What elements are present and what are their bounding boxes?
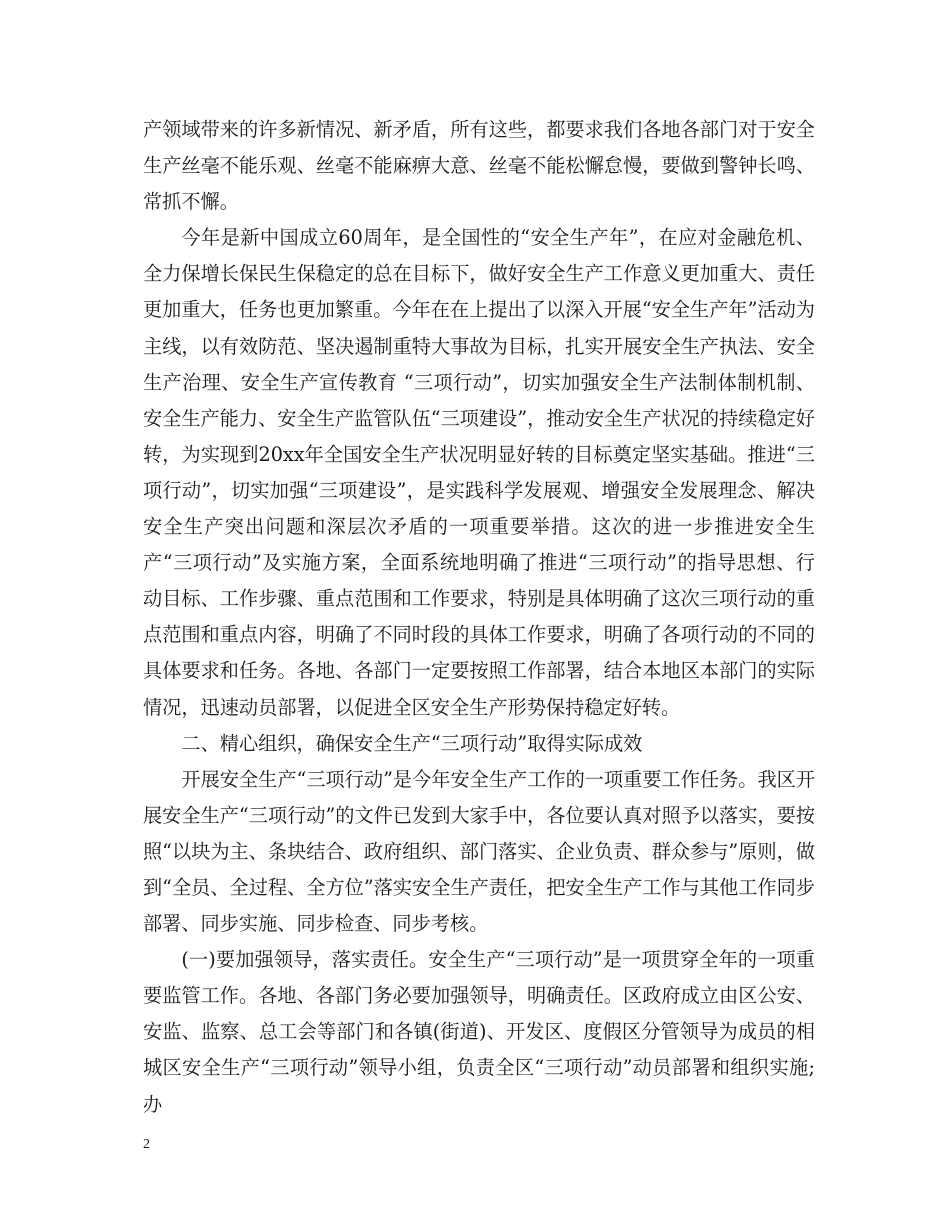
document-body bbox=[143, 112, 815, 1123]
section-heading-organize: 二、精心组织，确保安全生产“三项行动”取得实际成效 bbox=[181, 731, 643, 755]
paragraph-three-actions-task: 开展安全生产“三项行动”是今年安全生产工作的一项重要工作任务。我区开展安全生产“三项行动”的文件已发到大家手中，各位要认真对照予以落实，要按照“以块为主、条块结合、政府组织、部门落实、企业负责、群众参与”原则，做到“全员、全过程、全方位”落实安全生产责任，把安全生产工作与其他工作同步部署、同步实施、同步检查、同步考核。 bbox=[143, 767, 816, 936]
paragraph-anniversary-safety-year: 今年是新中国成立60周年，是全国性的“安全生产年”，在应对金融危机、全力保增长保民生保稳定的总在目标下，做好安全生产工作意义更加重大、责任更加重大，任务也更加繁重。今年在在上提出了以深入开展“安全生产年”活动为主线，以有效防范、坚决遏制重特大事故为目标，扎实开展安全生产执法、安全生产治理、安全生产宣传教育 “三项行动”，切实加强安全生产法制体制机制、安全生产能力、安全生产监管队伍“三项建设”，推动安全生产状况的持续稳定好转，为实现到20xx年全国安全生产状况明显好转的目标奠定坚实基础。推进“三项行动”，切实加强“三项建设”，是实践科学发展观、增强安全发展理念、解决安全生产突出问题和深层次矛盾的一项重要举措。这次的进一步推进安全生产“三项行动”及实施方案，全面系统地明确了推进“三项行动”的指导思想、行动目标、工作步骤、重点范围和工作要求，特别是具体明确了这次三项行动的重点范围和重点内容，明确了不同时段的具体工作要求，明确了各项行动的不同的具体要求和任务。各地、各部门一定要按照工作部署，结合本地区本部门的实际情况，迅速动员部署，以促进全区安全生产形势保持稳定好转。 bbox=[143, 226, 815, 719]
paragraph-continuation: 产领域带来的许多新情况、新矛盾，所有这些，都要求我们各地各部门对于安全生产丝毫不能乐观、丝毫不能麻痹大意、丝毫不能松懈怠慢，要做到警钟长鸣、常抓不懈。 bbox=[143, 118, 815, 214]
paragraph-strengthen-leadership: (一)要加强领导，落实责任。安全生产“三项行动”是一项贯穿全年的一项重要监管工作。各地、各部门务必要加强领导，明确责任。区政府成立由区公安、安监、监察、总工会等部门和各镇(街道)、开发区、度假区分管领导为成员的相城区安全生产“三项行动”领导小组，负责全区“三项行动”动员部署和组织实施;办 bbox=[143, 948, 815, 1116]
page-number: 2 bbox=[143, 1137, 150, 1152]
